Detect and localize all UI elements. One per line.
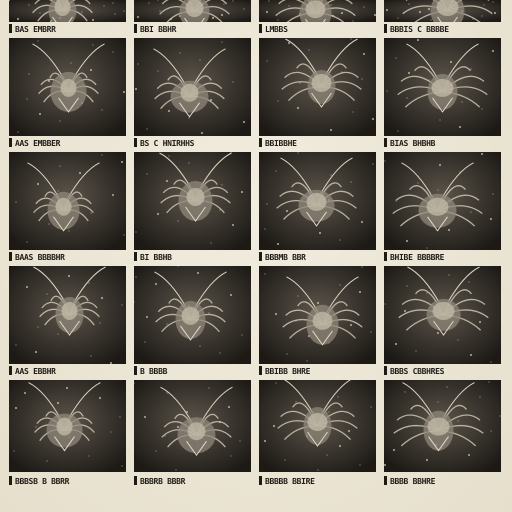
caption-marker-icon <box>259 476 262 485</box>
creature-card <box>134 380 251 500</box>
creature-caption <box>134 476 251 488</box>
creature-illustration <box>384 0 501 22</box>
caption-text: B BBBB <box>140 367 168 376</box>
creature-card <box>259 0 376 38</box>
creature-card <box>9 0 126 38</box>
creature-caption <box>9 476 126 488</box>
caption-text: BBIBB BHRE <box>265 367 311 376</box>
creature-illustration <box>384 380 501 472</box>
caption-text: BBBBB BBIRE <box>265 477 315 486</box>
creature-caption <box>134 366 251 378</box>
caption-marker-icon <box>259 24 262 33</box>
creature-card <box>384 380 501 500</box>
creature-caption <box>9 252 126 264</box>
creature-illustration <box>259 380 376 472</box>
creature-card <box>134 152 251 266</box>
caption-text: BBBRB BBBR <box>140 477 186 486</box>
creature-caption <box>259 366 376 378</box>
creature-illustration <box>259 152 376 250</box>
caption-marker-icon <box>384 138 387 147</box>
caption-text: BBIBBHE <box>265 139 297 148</box>
creature-caption <box>9 138 126 150</box>
creature-illustration <box>134 380 251 472</box>
caption-marker-icon <box>259 138 262 147</box>
caption-marker-icon <box>9 476 12 485</box>
caption-marker-icon <box>134 24 137 33</box>
creature-card <box>9 266 126 380</box>
creature-caption <box>384 366 501 378</box>
caption-marker-icon <box>134 476 137 485</box>
caption-text: BBBB BBHRE <box>390 477 436 486</box>
caption-text: BBBMB BBR <box>265 253 306 262</box>
creature-illustration <box>9 0 126 22</box>
caption-text: BBBSB B BBRR <box>15 477 70 486</box>
creature-card <box>384 152 501 266</box>
caption-text: BAAS BBBBHR <box>15 253 65 262</box>
creature-illustration <box>9 266 126 364</box>
creature-caption <box>134 24 251 36</box>
caption-marker-icon <box>134 138 137 147</box>
creature-illustration <box>134 152 251 250</box>
creature-illustration <box>134 0 251 22</box>
caption-marker-icon <box>384 476 387 485</box>
creature-illustration <box>384 266 501 364</box>
creature-card <box>259 152 376 266</box>
caption-text: BS C HNIRHHS <box>140 139 195 148</box>
caption-text: LMBBS <box>265 25 288 34</box>
creature-caption <box>9 366 126 378</box>
caption-text: BHIBE BBBBRE <box>390 253 445 262</box>
caption-text: BI BBHB <box>140 253 172 262</box>
caption-marker-icon <box>9 366 12 375</box>
creature-caption <box>384 476 501 488</box>
creature-illustration <box>9 38 126 136</box>
creature-illustration <box>259 0 376 22</box>
creature-card <box>134 266 251 380</box>
creature-illustration <box>134 38 251 136</box>
caption-text: BBBIS C BBBBE <box>390 25 449 34</box>
creature-caption <box>384 252 501 264</box>
creature-caption <box>259 476 376 488</box>
creature-card <box>134 38 251 152</box>
caption-text: BBBS CBBHRES <box>390 367 445 376</box>
creature-grid <box>9 0 501 500</box>
creature-card <box>9 38 126 152</box>
caption-marker-icon <box>384 252 387 261</box>
creature-caption <box>134 252 251 264</box>
creature-illustration <box>384 152 501 250</box>
creature-caption <box>384 24 501 36</box>
caption-marker-icon <box>259 366 262 375</box>
creature-card <box>9 380 126 500</box>
creature-card <box>384 266 501 380</box>
creature-caption <box>259 252 376 264</box>
creature-illustration <box>259 38 376 136</box>
caption-marker-icon <box>259 252 262 261</box>
creature-illustration <box>259 266 376 364</box>
creature-caption <box>259 24 376 36</box>
creature-card <box>259 266 376 380</box>
creature-card <box>134 0 251 38</box>
creature-caption <box>9 24 126 36</box>
creature-caption <box>384 138 501 150</box>
creature-card <box>259 38 376 152</box>
creature-card <box>259 380 376 500</box>
creature-illustration <box>384 38 501 136</box>
creature-illustration <box>9 380 126 472</box>
caption-marker-icon <box>9 138 12 147</box>
caption-marker-icon <box>134 252 137 261</box>
caption-marker-icon <box>9 24 12 33</box>
caption-text: AAS EMBBER <box>15 139 61 148</box>
caption-marker-icon <box>384 366 387 375</box>
caption-text: BBI BBHR <box>140 25 177 34</box>
caption-marker-icon <box>134 366 137 375</box>
creature-caption <box>259 138 376 150</box>
creature-card <box>384 0 501 38</box>
caption-marker-icon <box>9 252 12 261</box>
creature-illustration <box>9 152 126 250</box>
caption-marker-icon <box>384 24 387 33</box>
creature-caption <box>134 138 251 150</box>
creature-card <box>9 152 126 266</box>
creature-card <box>384 38 501 152</box>
caption-text: BIAS BHBHB <box>390 139 436 148</box>
caption-text: AAS EBBHR <box>15 367 56 376</box>
creature-illustration <box>134 266 251 364</box>
caption-text: BAS EMBRR <box>15 25 56 34</box>
